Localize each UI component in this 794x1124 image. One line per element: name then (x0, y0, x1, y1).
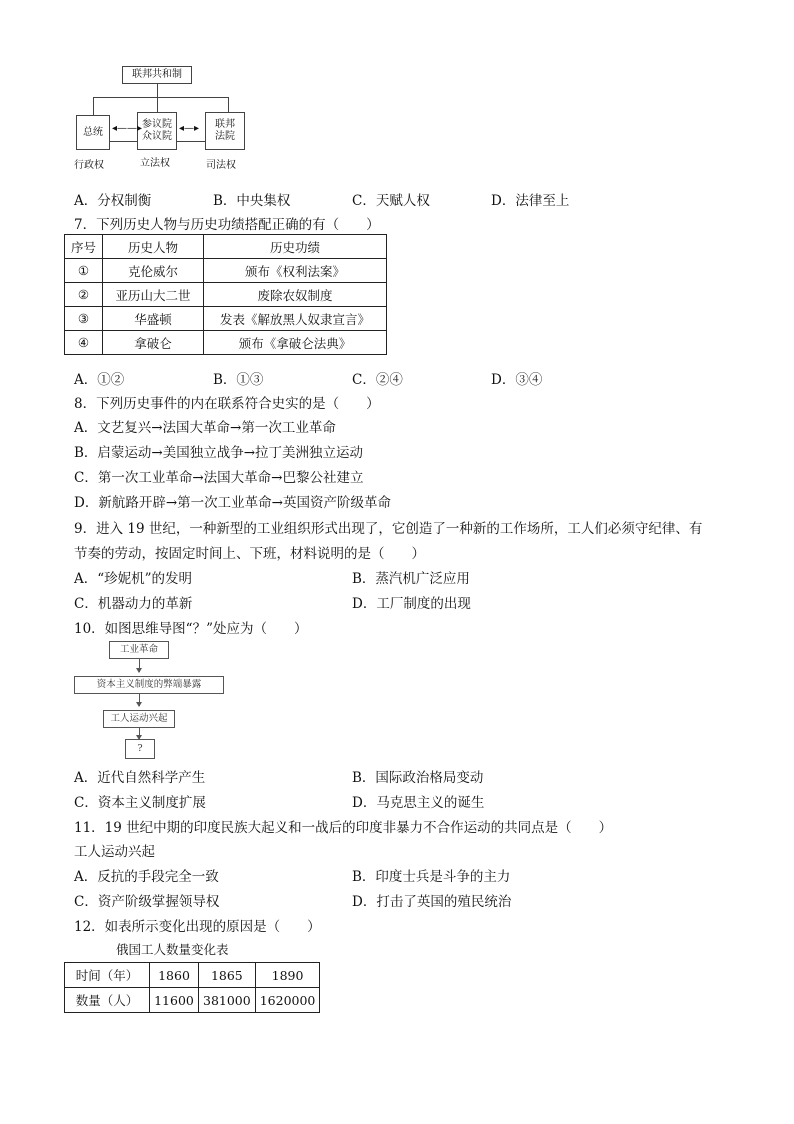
table-cell: 发表《解放黑人奴隶宣言》 (204, 307, 387, 331)
table-row (65, 259, 387, 283)
q7-option-a[interactable]: A．①② (74, 372, 125, 388)
q12-table-title: 俄国工人数量变化表 (116, 942, 229, 957)
q8-option-d[interactable]: D．新航路开辟→第一次工业革命→英国资产阶级革命 (74, 495, 391, 511)
diagram-connector (93, 97, 94, 115)
q11-option-c[interactable]: C．资产阶级掌握领导权 (74, 894, 220, 910)
q11-option-b[interactable]: B．印度士兵是斗争的主力 (352, 869, 511, 885)
mind-map-box-3: 工人运动兴起 (103, 710, 175, 728)
table-cell: 亚历山大二世 (103, 283, 204, 307)
q7-table (64, 234, 387, 355)
mind-map-arrow (139, 728, 140, 739)
q11-extra-line: 工人运动兴起 (74, 844, 155, 860)
table-cell: 11600 (150, 988, 199, 1013)
q6-option-b[interactable]: B．中央集权 (213, 193, 291, 209)
q8-option-a[interactable]: A．文艺复兴→法国大革命→第一次工业革命 (74, 420, 336, 436)
q9-option-d[interactable]: D．工厂制度的出现 (352, 596, 471, 612)
diagram-congress-box (137, 112, 177, 150)
diagram-court-box (205, 112, 245, 150)
court-label: 联邦 法院 (215, 119, 235, 142)
diagram-connector (157, 97, 158, 112)
table-cell: 颁布《拿破仑法典》 (204, 331, 387, 355)
table-cell: 颁布《权利法案》 (204, 259, 387, 283)
mind-map-arrow (139, 659, 140, 672)
table-cell: 华盛顿 (103, 307, 204, 331)
mind-map-box-4: ? (125, 739, 155, 759)
q7-option-d[interactable]: D．③④ (491, 372, 543, 388)
q10-option-a[interactable]: A．近代自然科学产生 (74, 770, 206, 786)
table-cell: 克伦威尔 (103, 259, 204, 283)
table-cell: ④ (65, 331, 103, 355)
table-row (65, 963, 320, 988)
table-cell: 废除农奴制度 (204, 283, 387, 307)
president-label: 总统 (83, 127, 103, 138)
q12-table (64, 962, 320, 1013)
table-cell: 数量（人） (65, 988, 150, 1013)
q10-option-c[interactable]: C．资本主义制度扩展 (74, 795, 206, 811)
table-cell: 时间（年） (65, 963, 150, 988)
q11-stem: 11．19 世纪中期的印度民族大起义和一战后的印度非暴力不合作运动的共同点是（ ） (74, 820, 613, 836)
table-header: 历史人物 (103, 235, 204, 259)
q7-stem: 7．下列历史人物与历史功绩搭配正确的有（ ） (74, 217, 380, 233)
table-cell: 1860 (150, 963, 199, 988)
executive-power-label: 行政权 (74, 160, 104, 171)
table-header: 历史功绩 (204, 235, 387, 259)
congress-label: 参议院 众议院 (142, 119, 172, 142)
table-row (65, 988, 320, 1013)
table-row (65, 307, 387, 331)
q8-option-b[interactable]: B．启蒙运动→美国独立战争→拉丁美洲独立运动 (74, 445, 364, 461)
diagram-top-box: 联邦共和制 (122, 66, 192, 84)
diagram-connector (228, 97, 229, 112)
q8-stem: 8．下列历史事件的内在联系符合史实的是（ ） (74, 396, 380, 412)
q7-option-c[interactable]: C．②④ (352, 372, 403, 388)
diagram-bottom-link (177, 141, 205, 142)
table-cell: 1620000 (255, 988, 320, 1013)
q12-stem: 12．如表所示变化出现的原因是（ ） (74, 919, 321, 935)
mind-map-box-1: 工业革命 (109, 641, 169, 659)
judicial-power-label: 司法权 (206, 160, 236, 171)
legislative-power-label: 立法权 (140, 158, 170, 169)
q11-option-d[interactable]: D．打击了英国的殖民统治 (352, 894, 512, 910)
table-cell: ③ (65, 307, 103, 331)
q11-option-a[interactable]: A．反抗的手段完全一致 (74, 869, 219, 885)
mind-map-box-2: 资本主义制度的弊端暴露 (74, 676, 224, 694)
q6-option-d[interactable]: D．法律至上 (491, 193, 570, 209)
q10-stem: 10．如图思维导图“？”处应为（ ） (74, 621, 308, 637)
table-cell: ① (65, 259, 103, 283)
q10-option-d[interactable]: D．马克思主义的诞生 (352, 795, 485, 811)
arrow-glyph: ◂—▸ (179, 123, 200, 134)
q6-option-c[interactable]: C．天赋人权 (352, 193, 430, 209)
table-cell: ② (65, 283, 103, 307)
table-row (65, 283, 387, 307)
q9-option-a[interactable]: A．“珍妮机”的发明 (74, 571, 193, 587)
mind-map-arrow (139, 694, 140, 706)
q6-option-a[interactable]: A．分权制衡 (74, 193, 152, 209)
table-cell: 1890 (255, 963, 320, 988)
q9-stem: 9．进入 19 世纪，一种新型的工业组织形式出现了，它创造了一种新的工作场所，工人们必须守纪律、有 (74, 521, 703, 537)
diagram-connector (157, 84, 158, 97)
table-cell: 1865 (199, 963, 256, 988)
table-row (65, 331, 387, 355)
table-cell: 381000 (199, 988, 256, 1013)
diagram-president-box (76, 115, 110, 150)
q10-option-b[interactable]: B．国际政治格局变动 (352, 770, 484, 786)
q9-option-b[interactable]: B．蒸汽机广泛应用 (352, 571, 470, 587)
diagram-bottom-link (110, 141, 137, 142)
q9-option-c[interactable]: C．机器动力的革新 (74, 596, 193, 612)
table-cell: 拿破仑 (103, 331, 204, 355)
q9-stem-cont: 节奏的劳动，按固定时间上、下班，材料说明的是（ ） (74, 546, 425, 562)
q8-option-c[interactable]: C．第一次工业革命→法国大革命→巴黎公社建立 (74, 470, 364, 486)
q7-option-b[interactable]: B．①③ (213, 372, 264, 388)
arrow-glyph: ◂——▸ (112, 123, 143, 134)
diagram-connector (93, 97, 228, 98)
table-header: 序号 (65, 235, 103, 259)
